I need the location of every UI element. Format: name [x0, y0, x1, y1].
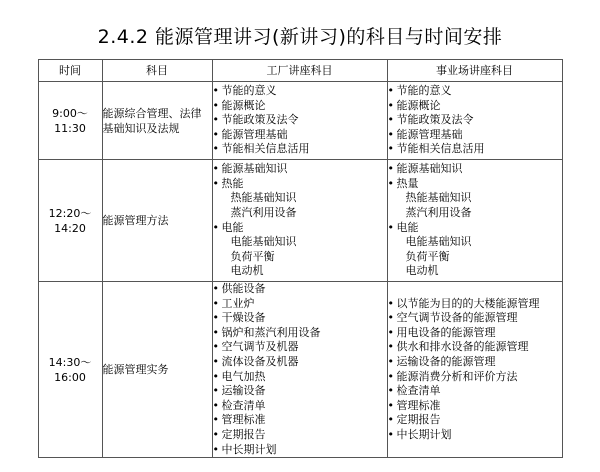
- cell-time: [38, 82, 102, 160]
- topic-item: • 节能相关信息活用: [213, 142, 387, 157]
- table-row: [38, 282, 562, 458]
- topic-item: • 空气调节及机器: [213, 340, 387, 355]
- table-header: [38, 60, 562, 82]
- topic-item: • 运输设备: [213, 384, 387, 399]
- table-header-row: [38, 60, 562, 82]
- topic-item: • 热量: [388, 177, 562, 192]
- cell-site-topics: [387, 82, 562, 160]
- column-header-factory: 工厂讲座科目: [212, 60, 387, 82]
- topic-item: • 空气调节设备的能源管理: [388, 311, 562, 326]
- topic-item: • 节能政策及法令: [213, 113, 387, 128]
- topic-item: • 供水和排水设备的能源管理: [388, 340, 562, 355]
- cell-subject: 能源管理方法: [102, 160, 212, 282]
- topic-item: • 能源消费分析和评价方法: [388, 370, 562, 385]
- cell-factory-topics: [212, 160, 387, 282]
- table-body: [38, 82, 562, 458]
- topic-item: • 能源概论: [213, 99, 387, 114]
- topic-item: 负荷平衡: [405, 249, 450, 263]
- cell-factory-topics: [212, 82, 387, 160]
- cell-time: [38, 282, 102, 458]
- topic-item: • 供能设备: [213, 282, 387, 297]
- cell-site-topics: [387, 282, 562, 458]
- topic-item: • 工业炉: [213, 297, 387, 312]
- column-header-site: 事业场讲座科目: [387, 60, 562, 82]
- topic-item: 电动机: [230, 264, 264, 278]
- factory-topic-list: [213, 282, 387, 457]
- topic-item: • 能源管理基础: [213, 128, 387, 143]
- topic-item: 电能基础知识: [405, 235, 472, 249]
- topic-item: • 能源概论: [388, 99, 562, 114]
- slide: [0, 22, 600, 472]
- time-value-line: 14:30～: [48, 355, 92, 369]
- topic-item: • 电能: [213, 221, 387, 236]
- cell-site-topics: [387, 160, 562, 282]
- page-title: 2.4.2 能源管理讲习(新讲习)的科目与时间安排: [97, 26, 503, 48]
- topic-item: • 能源基础知识: [213, 162, 387, 177]
- site-topic-list: [388, 162, 562, 279]
- topic-item: • 能源管理基础: [388, 128, 562, 143]
- factory-topic-list: [213, 162, 387, 279]
- topic-item: • 流体设备及机器: [213, 355, 387, 370]
- column-header-time: 时间: [38, 60, 102, 82]
- cell-subject: 能源综合管理、法律基础知识及法规: [102, 82, 212, 160]
- topic-item: 热能基础知识: [405, 191, 472, 205]
- site-topic-list: [388, 297, 562, 443]
- topic-item: • 电气加热: [213, 370, 387, 385]
- topic-item: 蒸汽利用设备: [230, 205, 297, 219]
- factory-topic-list: [213, 84, 387, 157]
- topic-item: 电能基础知识: [230, 235, 297, 249]
- topic-item: • 定期报告: [213, 428, 387, 443]
- topic-item: • 运输设备的能源管理: [388, 355, 562, 370]
- topic-item: • 热能: [213, 177, 387, 192]
- topic-item: 蒸汽利用设备: [405, 205, 472, 219]
- table-row: [38, 160, 562, 282]
- topic-item: • 锅炉和蒸汽利用设备: [213, 326, 387, 341]
- site-topic-list: [388, 84, 562, 157]
- table-row: [38, 82, 562, 160]
- time-value-line: 12:20～: [48, 206, 92, 220]
- topic-item: • 节能相关信息活用: [388, 142, 562, 157]
- topic-item: • 电能: [388, 221, 562, 236]
- time-value-line: 9:00～: [52, 106, 88, 120]
- topic-item: • 节能的意义: [213, 84, 387, 99]
- topic-item: • 管理标准: [213, 413, 387, 428]
- topic-item: 电动机: [405, 264, 439, 278]
- topic-item: • 检查清单: [388, 384, 562, 399]
- topic-item: • 节能政策及法令: [388, 113, 562, 128]
- cell-subject: 能源管理实务: [102, 282, 212, 458]
- topic-item: • 中长期计划: [388, 428, 562, 443]
- cell-time: [38, 160, 102, 282]
- topic-item: 负荷平衡: [230, 249, 275, 263]
- topic-item: 热能基础知识: [230, 191, 297, 205]
- time-value-line: 11:30: [54, 121, 86, 135]
- time-value-line: 16:00: [54, 370, 86, 384]
- topic-item: • 以节能为目的的大楼能源管理: [388, 297, 562, 312]
- topic-item: • 检查清单: [213, 399, 387, 414]
- topic-item: • 中长期计划: [213, 443, 387, 458]
- cell-factory-topics: [212, 282, 387, 458]
- topic-item: • 干燥设备: [213, 311, 387, 326]
- time-value-line: 14:20: [54, 221, 86, 235]
- schedule-table: [38, 59, 563, 458]
- topic-item: • 用电设备的能源管理: [388, 326, 562, 341]
- column-header-subject: 科目: [102, 60, 212, 82]
- topic-item: • 节能的意义: [388, 84, 562, 99]
- topic-item: • 定期报告: [388, 413, 562, 428]
- topic-item: • 能源基础知识: [388, 162, 562, 177]
- topic-item: • 管理标准: [388, 399, 562, 414]
